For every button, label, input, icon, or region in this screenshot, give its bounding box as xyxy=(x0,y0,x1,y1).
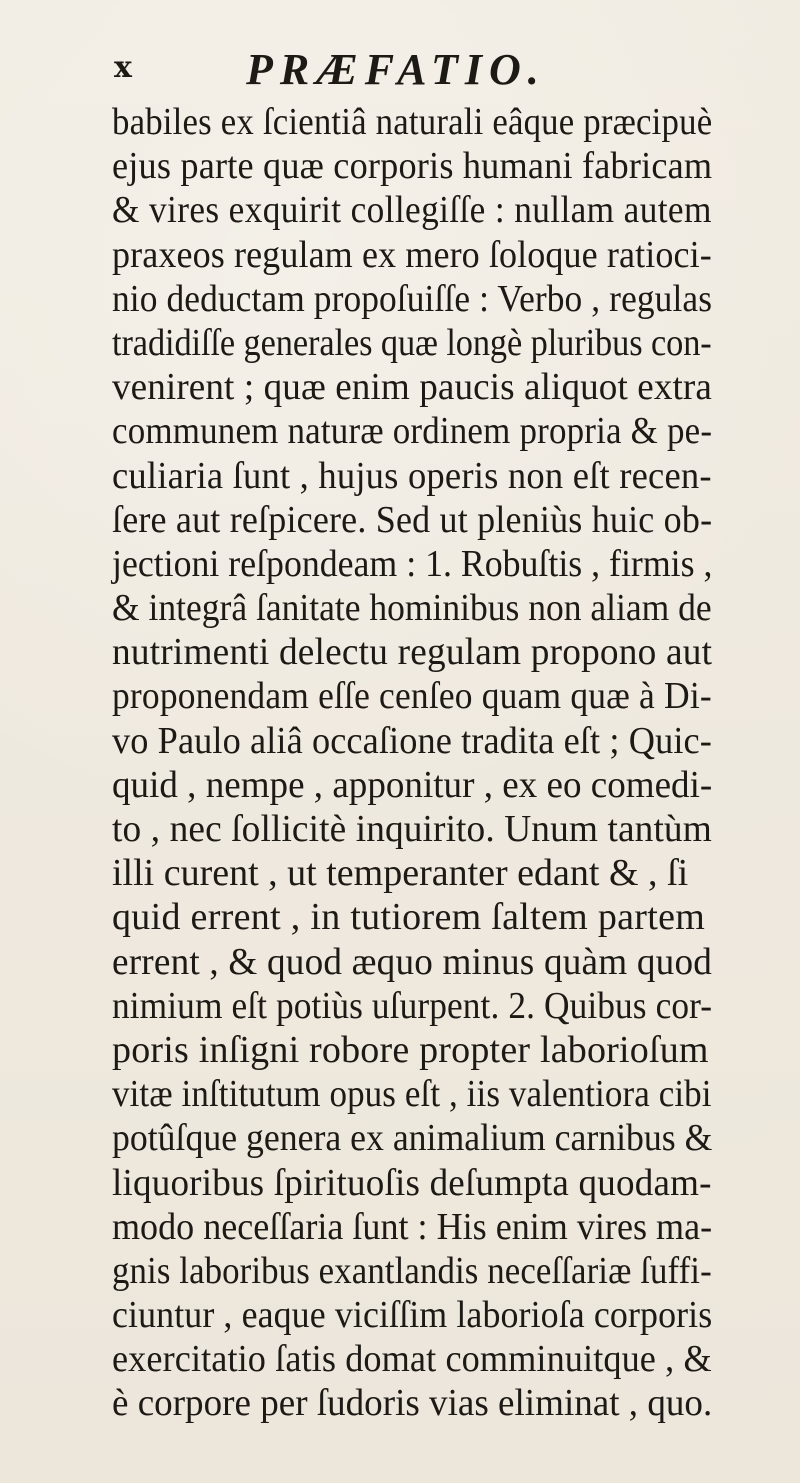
text-line: praxeos regulam ex mero ſoloque ratioci- xyxy=(112,233,712,276)
text-line: potûſque genera ex animalium carnibus & xyxy=(112,1117,713,1160)
text-line: nio deductam propoſuiſſe : Verbo , regulas xyxy=(112,277,713,320)
text-line: vo Paulo aliâ occaſione tradita eſt ; Quic- xyxy=(112,719,712,762)
text-line: errent , & quod æquo minus quàm quod xyxy=(112,940,713,983)
text-line: communem naturæ ordinem propria & pe- xyxy=(112,410,713,453)
text-line: quid errent , in tutiorem ſaltem partem xyxy=(112,896,706,939)
text-line: nutrimenti delectu regulam propono aut xyxy=(112,631,713,674)
page-header xyxy=(114,44,800,98)
text-line: ſere aut reſpicere. Sed ut pleniùs huic ob- xyxy=(112,498,713,541)
text-line: proponendam eſſe cenſeo quam quæ à Di- xyxy=(112,675,712,718)
running-head: PRÆFATIO. xyxy=(246,45,546,94)
page-number: x xyxy=(114,50,132,85)
text-line: jectioni reſpondeam : 1. Robuſtis , firmis , xyxy=(112,542,713,585)
text-line: è corpore per ſudoris vias eliminat , quo. xyxy=(112,1382,713,1425)
text-line: liquoribus ſpirituoſis deſumpta quodam- xyxy=(112,1161,712,1204)
text-line: poris inſigni robore propter laborioſum xyxy=(112,1028,709,1071)
text-line: ejus parte quæ corporis humani fabricam xyxy=(112,145,713,188)
text-line: exercitatio ſatis domat comminuitque , & xyxy=(112,1338,712,1381)
text-line: nimium eſt potiùs uſurpent. 2. Quibus cor- xyxy=(112,984,713,1027)
text-line: quid , nempe , apponitur , ex eo comedi- xyxy=(112,763,713,806)
text-line: vitæ inſtitutum opus eſt , iis valentiora cibi xyxy=(112,1073,712,1116)
text-line: venirent ; quæ enim paucis aliquot extra xyxy=(112,366,712,409)
text-line: modo neceſſaria ſunt : His enim vires ma- xyxy=(112,1205,713,1248)
text-line: culiaria ſunt , hujus operis non eſt recen- xyxy=(112,454,712,497)
text-line: ciuntur , eaque viciſſim laborioſa corporis xyxy=(112,1294,713,1337)
body-text xyxy=(112,100,712,1426)
text-line: & integrâ ſanitate hominibus non aliam de xyxy=(112,587,712,630)
text-line: tradidiſſe generales quæ longè pluribus con- xyxy=(112,321,712,364)
text-line: illi curent , ut temperanter edant & , ſi xyxy=(112,852,689,895)
text-line: gnis laboribus exantlandis neceſſariæ ſuffi- xyxy=(112,1249,712,1292)
text-line: & vires exquirit collegiſſe : nullam autem xyxy=(112,189,712,232)
text-line: babiles ex ſcientiâ naturali eâque præcipuè xyxy=(112,101,713,143)
text-line: to , nec ſollicitè inquirito. Unum tantùm xyxy=(112,808,712,850)
